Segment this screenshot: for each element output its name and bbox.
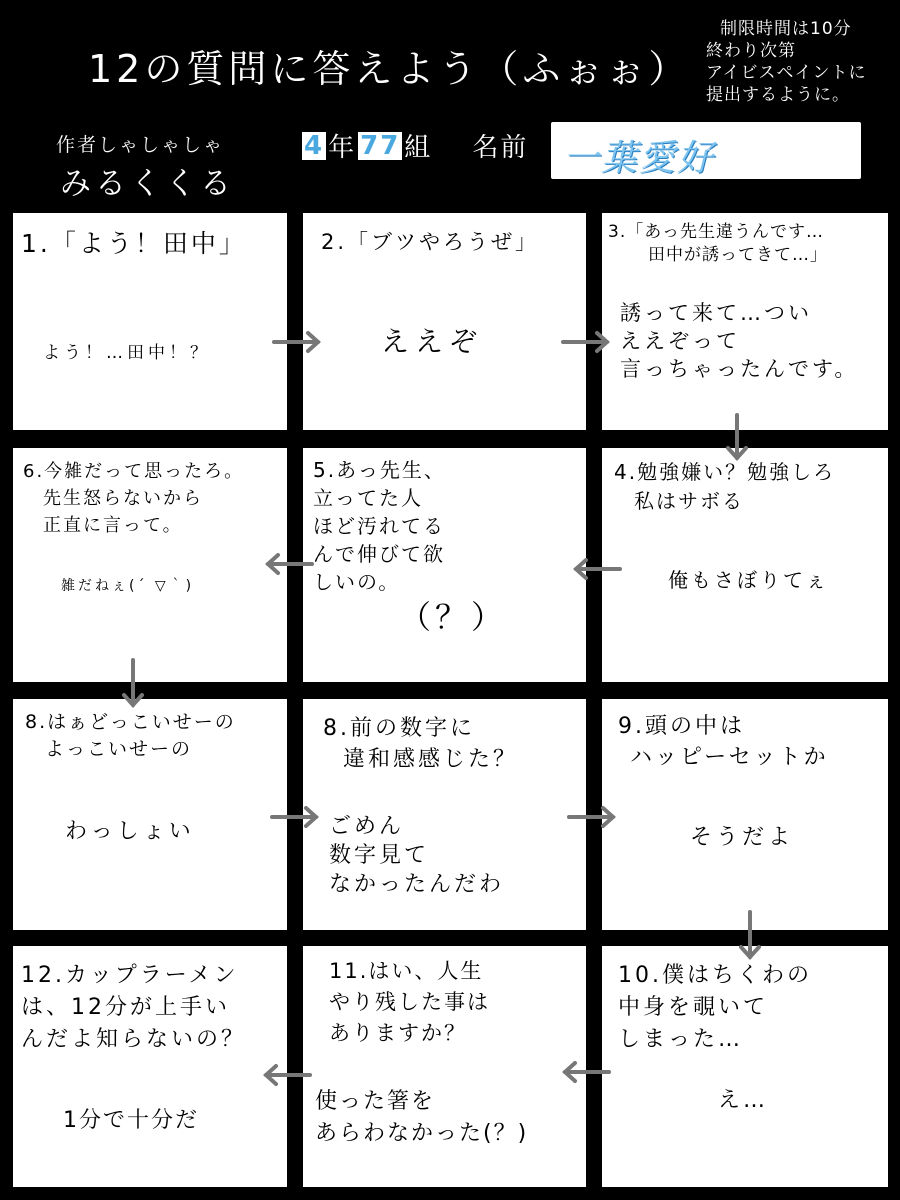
question-line: んだよ知らないの？: [21, 1027, 247, 1052]
question-text: [329, 956, 490, 1049]
question-panel-1: [13, 213, 287, 430]
answer-text: [381, 325, 483, 359]
question-line: 6.今雑だって思ったろ。: [23, 461, 245, 482]
question-line: 11.はい、人生: [329, 959, 484, 983]
question-line: 1.「よう！田中」: [21, 229, 247, 258]
class-line: [300, 127, 528, 164]
answer-text: [399, 598, 507, 636]
answer-line: あらわなかった(？): [315, 1121, 529, 1146]
question-panel-10: [602, 946, 888, 1187]
notice-line: アイビスペイントに: [706, 63, 867, 83]
question-line: 8.前の数字に: [323, 716, 475, 741]
question-line: 9.頭の中は: [618, 714, 745, 739]
answer-text: [61, 576, 194, 596]
class-suffix: 組: [404, 133, 433, 163]
question-panel-11: [303, 946, 586, 1187]
notice-line: 制限時間は10分: [720, 19, 852, 39]
answer-line: 数字見て: [329, 843, 430, 868]
notice-line: 終わり次第: [706, 41, 796, 61]
answer-line: ええぞ: [381, 325, 484, 358]
answer-line: （？）: [399, 598, 508, 636]
question-line: 中身を覗いて: [618, 995, 769, 1020]
answer-line: え…: [718, 1088, 769, 1113]
question-text: [25, 709, 236, 763]
notice-line: 提出するように。: [706, 85, 850, 105]
answer-line: 俺もさぼりてぇ: [668, 568, 829, 592]
question-line: やり残した事は: [329, 990, 490, 1014]
answer-text: [718, 1086, 768, 1116]
question-line: 違和感感じた？: [343, 747, 519, 772]
answer-text: [690, 823, 794, 853]
question-line: 5.あっ先生、: [313, 458, 446, 482]
author-name: みるくくる: [60, 166, 235, 202]
question-text: [614, 458, 835, 516]
question-line: 2.「ブツやろうぜ」: [321, 230, 540, 254]
question-text: [321, 227, 539, 257]
question-line: 正直に言って。: [43, 515, 183, 536]
answer-line: ええぞって: [620, 329, 740, 353]
answer-text: [65, 817, 195, 847]
answer-text: [43, 340, 211, 366]
time-limit-notice: [706, 18, 866, 106]
question-line: ほど汚れてる: [313, 514, 445, 538]
question-line: 10.僕はちくわの: [618, 963, 812, 988]
question-line: 私はサボる: [634, 489, 744, 513]
question-panel-4: [602, 448, 888, 682]
question-line: 田中が誘ってきて…」: [648, 245, 828, 265]
question-panel-8: [303, 699, 586, 930]
question-line: しまった…: [618, 1027, 744, 1052]
handwritten-name: 一葉愛好: [563, 138, 716, 179]
class-value: 77: [360, 130, 401, 161]
answer-line: 雑だねぇ(´ ▽｀): [61, 578, 195, 594]
answer-line: わっしょい: [65, 819, 195, 844]
question-line: ありますか？: [329, 1021, 467, 1045]
question-text: [21, 227, 247, 261]
question-panel-9: [602, 699, 888, 930]
name-label: 名前: [472, 133, 529, 163]
answer-line: ごめん: [329, 814, 405, 839]
question-text: [618, 711, 829, 773]
answer-line: 使った箸を: [315, 1089, 436, 1114]
question-panel-12: [13, 946, 287, 1187]
answer-text: [668, 566, 829, 594]
question-line: んで伸びて欲: [313, 542, 445, 566]
question-line: 3.「あっ先生違うんです…: [608, 222, 825, 242]
author-label: 作者しゃしゃしゃ: [56, 134, 225, 156]
question-panel-5: [303, 448, 586, 682]
question-line: 12.カップラーメン: [21, 963, 239, 988]
question-text: [23, 458, 244, 539]
answer-text: [315, 1086, 528, 1150]
grade-suffix: 年: [328, 133, 357, 163]
question-panel-2: [303, 213, 586, 430]
question-panel-7: [13, 699, 287, 930]
answer-line: よう！…田中！？: [43, 343, 211, 363]
page-title: 12の質問に答えよう（ふぉぉ）: [88, 47, 691, 91]
question-line: 先生怒らないから: [43, 488, 203, 509]
grade-value: 4: [304, 130, 325, 161]
question-text: [618, 960, 812, 1056]
question-panel-3: [602, 213, 888, 430]
answer-text: [63, 1106, 199, 1136]
answer-line: 1分で十分だ: [63, 1108, 199, 1133]
question-text: [323, 713, 518, 775]
answer-text: [329, 812, 504, 899]
answer-line: なかったんだわ: [329, 872, 505, 897]
question-line: ハッピーセットか: [630, 745, 829, 770]
question-panel-6: [13, 448, 287, 682]
answer-text: [620, 299, 858, 383]
question-line: は、12分が上手い: [21, 995, 230, 1020]
question-text: [21, 960, 246, 1056]
question-line: 4.勉強嫌い？勉強しろ: [614, 460, 836, 484]
name-box: [551, 122, 861, 179]
question-line: しいの。: [313, 570, 401, 594]
question-line: よっこいせーの: [45, 738, 193, 760]
question-line: 8.はぁどっこいせーの: [25, 711, 236, 733]
answer-line: そうだよ: [690, 825, 795, 850]
question-line: 立ってた人: [313, 486, 423, 510]
answer-line: 誘って来て…つい: [620, 301, 812, 325]
question-text: [313, 456, 446, 596]
question-text: [608, 221, 828, 267]
answer-line: 言っちゃったんです。: [620, 357, 859, 381]
